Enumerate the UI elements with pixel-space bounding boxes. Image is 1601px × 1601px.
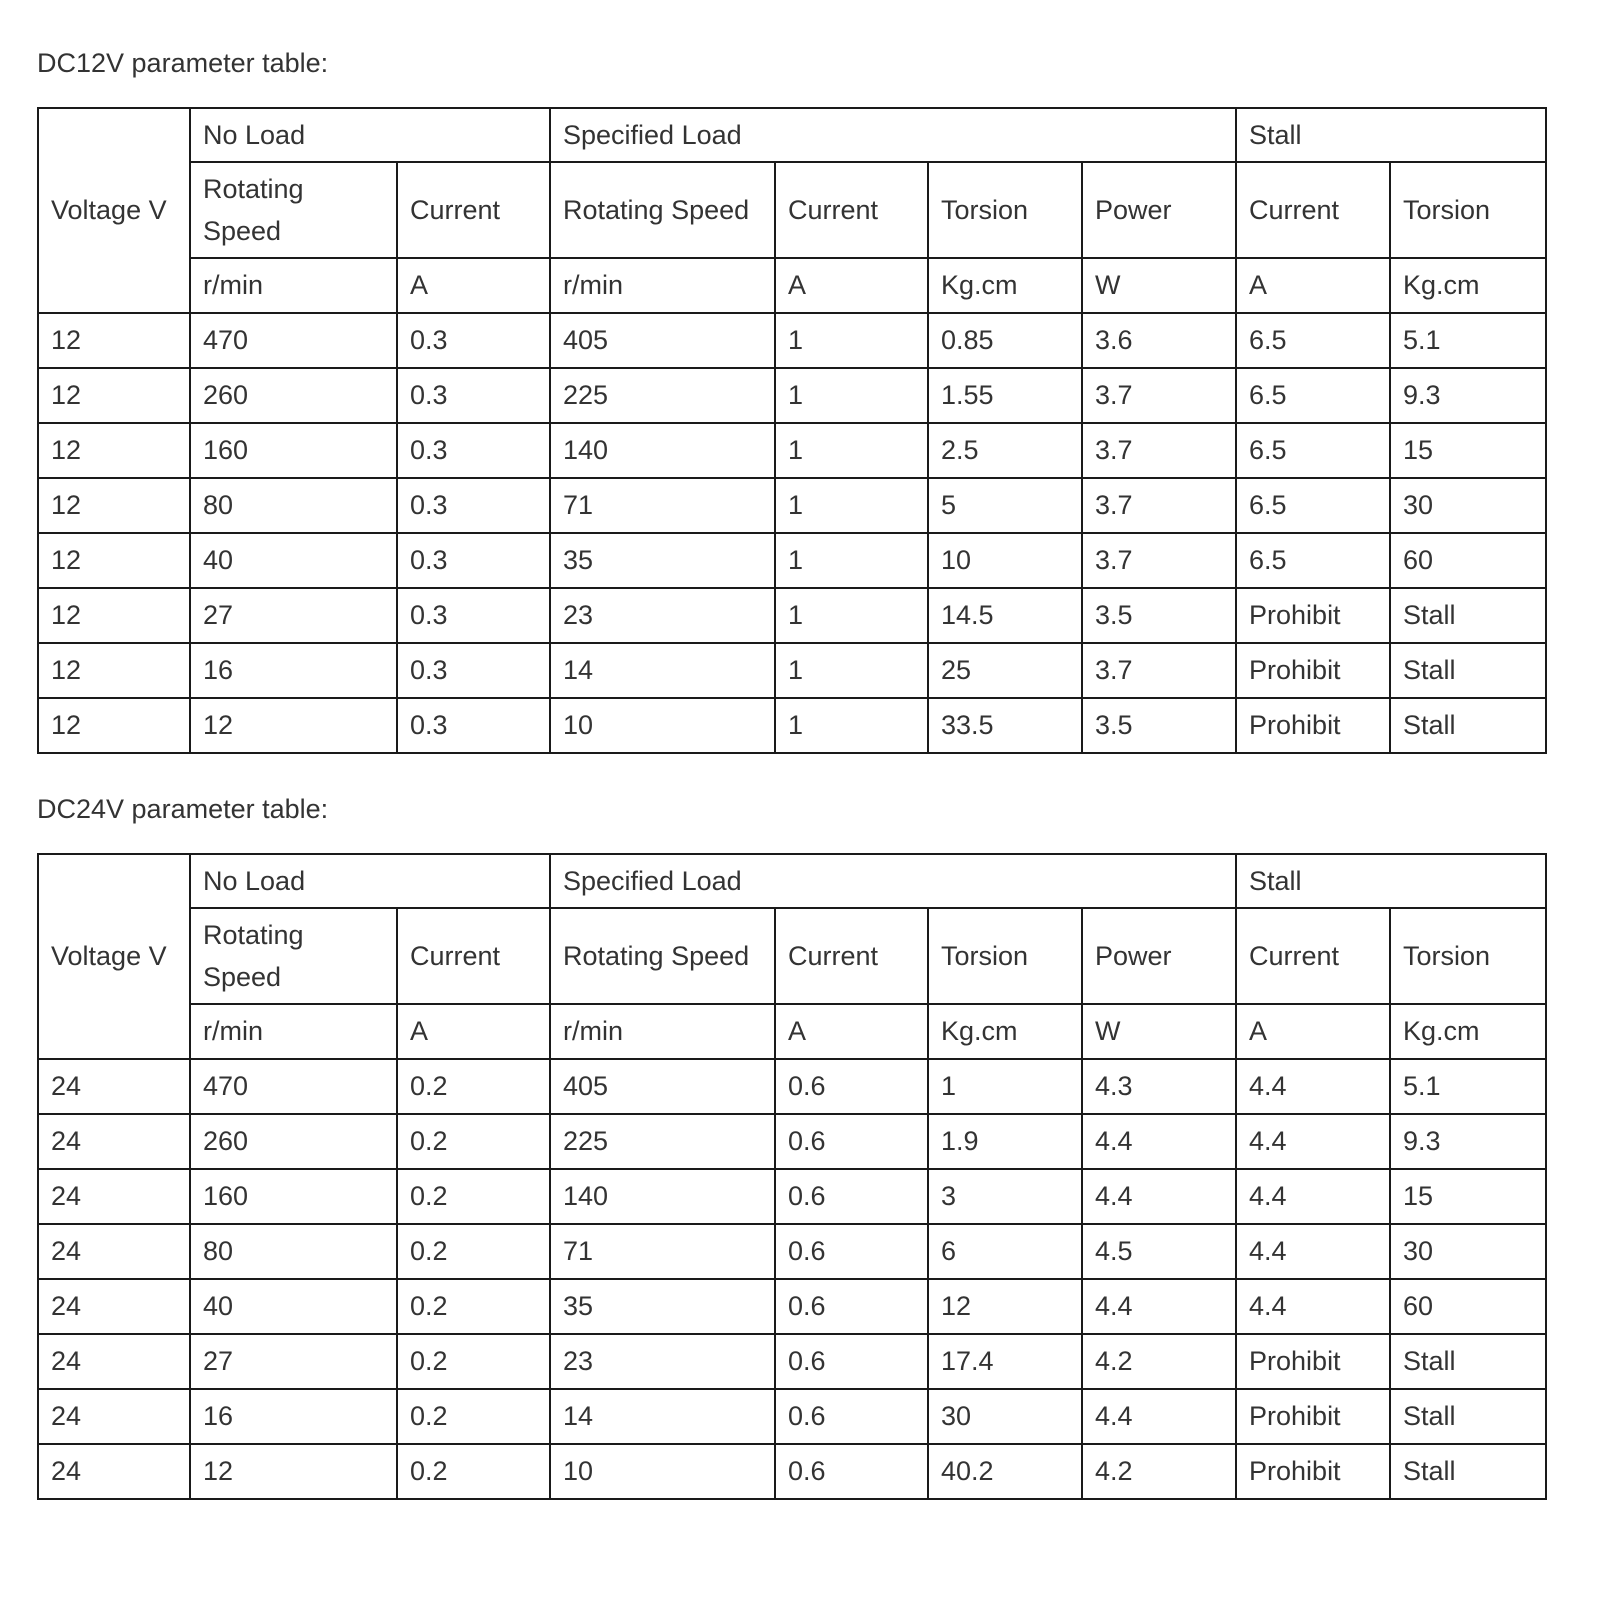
table-cell: 4.2: [1082, 1444, 1236, 1499]
unit-cell: r/min: [190, 258, 397, 313]
table-cell: 5.1: [1390, 1059, 1546, 1114]
table-cell: 0.6: [775, 1444, 928, 1499]
table-row: [38, 698, 1546, 753]
table-cell: 16: [190, 1389, 397, 1444]
specified-load-torsion-header: Torsion: [928, 162, 1082, 258]
table-cell: 1: [775, 643, 928, 698]
table-row: [38, 1224, 1546, 1279]
table-cell: Prohibit: [1236, 1334, 1390, 1389]
unit-cell: Kg.cm: [928, 258, 1082, 313]
table-cell: 33.5: [928, 698, 1082, 753]
column-header-row: [38, 162, 1546, 258]
unit-cell: r/min: [550, 258, 775, 313]
table-cell: 160: [190, 423, 397, 478]
table-row: [38, 1444, 1546, 1499]
table-cell: 14.5: [928, 588, 1082, 643]
table-cell: 12: [38, 698, 190, 753]
table-cell: 5.1: [1390, 313, 1546, 368]
table-cell: 1.55: [928, 368, 1082, 423]
unit-cell: A: [775, 1004, 928, 1059]
specified-load-current-header: Current: [775, 162, 928, 258]
table-cell: 12: [38, 313, 190, 368]
table-cell: 12: [190, 1444, 397, 1499]
unit-cell: A: [397, 1004, 550, 1059]
table-row: [38, 368, 1546, 423]
unit-cell: Kg.cm: [928, 1004, 1082, 1059]
table-cell: 0.3: [397, 313, 550, 368]
no-load-rotating-speed-header: Rotating Speed: [190, 162, 397, 258]
table-cell: 0.2: [397, 1114, 550, 1169]
table-cell: 30: [928, 1389, 1082, 1444]
table-cell: 3.7: [1082, 478, 1236, 533]
table-cell: 0.2: [397, 1389, 550, 1444]
table-cell: 3.7: [1082, 423, 1236, 478]
table-cell: 24: [38, 1114, 190, 1169]
table-cell: 80: [190, 478, 397, 533]
unit-cell: A: [1236, 1004, 1390, 1059]
table-cell: 24: [38, 1169, 190, 1224]
table-cell: 1: [775, 533, 928, 588]
stall-group-header: Stall: [1236, 854, 1546, 908]
table-cell: 0.6: [775, 1389, 928, 1444]
specified-load-torsion-header: Torsion: [928, 908, 1082, 1004]
table-cell: 0.6: [775, 1169, 928, 1224]
table-cell: 140: [550, 1169, 775, 1224]
table-cell: 14: [550, 1389, 775, 1444]
unit-cell: W: [1082, 1004, 1236, 1059]
table-cell: 6.5: [1236, 533, 1390, 588]
table-cell: 6.5: [1236, 423, 1390, 478]
table-cell: 23: [550, 1334, 775, 1389]
table-cell: 24: [38, 1224, 190, 1279]
table-cell: Stall: [1390, 1334, 1546, 1389]
table-cell: Prohibit: [1236, 1444, 1390, 1499]
table-cell: 0.2: [397, 1279, 550, 1334]
table-cell: 4.5: [1082, 1224, 1236, 1279]
table-cell: 470: [190, 313, 397, 368]
table-cell: 4.3: [1082, 1059, 1236, 1114]
table-cell: 15: [1390, 423, 1546, 478]
table-cell: 0.85: [928, 313, 1082, 368]
table-cell: 24: [38, 1389, 190, 1444]
table-cell: 0.6: [775, 1059, 928, 1114]
table-cell: 35: [550, 533, 775, 588]
table-cell: 405: [550, 313, 775, 368]
unit-cell: A: [397, 258, 550, 313]
table-cell: 40.2: [928, 1444, 1082, 1499]
table-cell: 0.3: [397, 588, 550, 643]
table-cell: 225: [550, 1114, 775, 1169]
table-cell: 12: [928, 1279, 1082, 1334]
unit-cell: Kg.cm: [1390, 258, 1546, 313]
table-cell: 35: [550, 1279, 775, 1334]
table-cell: 0.2: [397, 1169, 550, 1224]
table-cell: 470: [190, 1059, 397, 1114]
table-cell: 1: [775, 313, 928, 368]
table-cell: 260: [190, 1114, 397, 1169]
table-cell: 12: [38, 423, 190, 478]
no-load-group-header: No Load: [190, 108, 550, 162]
table-cell: 40: [190, 1279, 397, 1334]
table-cell: 4.4: [1082, 1169, 1236, 1224]
table-cell: 80: [190, 1224, 397, 1279]
table-cell: 23: [550, 588, 775, 643]
table-row: [38, 478, 1546, 533]
table-cell: 12: [190, 698, 397, 753]
specified-load-group-header: Specified Load: [550, 854, 1236, 908]
specified-load-power-header: Power: [1082, 162, 1236, 258]
table-cell: 71: [550, 1224, 775, 1279]
table-cell: 0.3: [397, 478, 550, 533]
table-cell: 5: [928, 478, 1082, 533]
dc12v-parameter-table: [37, 107, 1547, 754]
table-cell: 40: [190, 533, 397, 588]
voltage-header: Voltage V: [38, 108, 190, 313]
table-cell: 140: [550, 423, 775, 478]
table-cell: 1: [775, 698, 928, 753]
table-cell: 9.3: [1390, 1114, 1546, 1169]
table-cell: 0.3: [397, 698, 550, 753]
specified-load-current-header: Current: [775, 908, 928, 1004]
dc24v-table-caption: DC24V parameter table:: [37, 794, 329, 824]
table-cell: 0.3: [397, 643, 550, 698]
table-cell: 3: [928, 1169, 1082, 1224]
table-cell: 0.2: [397, 1334, 550, 1389]
stall-torsion-header: Torsion: [1390, 162, 1546, 258]
table-cell: 25: [928, 643, 1082, 698]
table-cell: 0.6: [775, 1334, 928, 1389]
table-cell: 0.2: [397, 1444, 550, 1499]
table-cell: 71: [550, 478, 775, 533]
table-cell: 24: [38, 1059, 190, 1114]
stall-torsion-header: Torsion: [1390, 908, 1546, 1004]
table-cell: 4.2: [1082, 1334, 1236, 1389]
column-header-row: [38, 908, 1546, 1004]
specified-load-rotating-speed-header: Rotating Speed: [550, 162, 775, 258]
table-cell: 0.2: [397, 1059, 550, 1114]
table-row: [38, 1334, 1546, 1389]
stall-group-header: Stall: [1236, 108, 1546, 162]
table-row: [38, 1114, 1546, 1169]
table-cell: 4.4: [1236, 1059, 1390, 1114]
table-cell: 10: [928, 533, 1082, 588]
table-cell: 0.3: [397, 423, 550, 478]
table-cell: 6: [928, 1224, 1082, 1279]
unit-cell: r/min: [550, 1004, 775, 1059]
table-row: [38, 423, 1546, 478]
unit-cell: Kg.cm: [1390, 1004, 1546, 1059]
table-cell: 60: [1390, 1279, 1546, 1334]
specified-load-power-header: Power: [1082, 908, 1236, 1004]
table-cell: 12: [38, 643, 190, 698]
table-cell: 24: [38, 1334, 190, 1389]
table-cell: 4.4: [1236, 1224, 1390, 1279]
table-cell: 14: [550, 643, 775, 698]
table-cell: 1: [775, 588, 928, 643]
table-cell: 24: [38, 1444, 190, 1499]
stall-current-header: Current: [1236, 908, 1390, 1004]
no-load-current-header: Current: [397, 162, 550, 258]
specified-load-group-header: Specified Load: [550, 108, 1236, 162]
table-row: [38, 588, 1546, 643]
no-load-current-header: Current: [397, 908, 550, 1004]
table-cell: 60: [1390, 533, 1546, 588]
table-cell: 6.5: [1236, 313, 1390, 368]
table-cell: Stall: [1390, 643, 1546, 698]
table-cell: 10: [550, 1444, 775, 1499]
table-cell: 405: [550, 1059, 775, 1114]
table-cell: 3.5: [1082, 698, 1236, 753]
table-cell: 4.4: [1082, 1114, 1236, 1169]
table-cell: 225: [550, 368, 775, 423]
table-cell: 27: [190, 588, 397, 643]
table-cell: 15: [1390, 1169, 1546, 1224]
table-cell: 4.4: [1236, 1114, 1390, 1169]
table-cell: 3.7: [1082, 368, 1236, 423]
no-load-rotating-speed-header: Rotating Speed: [190, 908, 397, 1004]
table-row: [38, 643, 1546, 698]
table-cell: Stall: [1390, 1389, 1546, 1444]
table-cell: 30: [1390, 1224, 1546, 1279]
no-load-group-header: No Load: [190, 854, 550, 908]
table-cell: 0.6: [775, 1224, 928, 1279]
table-cell: Stall: [1390, 588, 1546, 643]
group-header-row: [38, 854, 1546, 908]
table-cell: 12: [38, 533, 190, 588]
table-cell: 30: [1390, 478, 1546, 533]
table-cell: 160: [190, 1169, 397, 1224]
table-cell: 1: [775, 368, 928, 423]
specified-load-rotating-speed-header: Rotating Speed: [550, 908, 775, 1004]
table-cell: 1.9: [928, 1114, 1082, 1169]
dc24v-parameter-table: [37, 853, 1547, 1500]
voltage-header: Voltage V: [38, 854, 190, 1059]
table-row: [38, 313, 1546, 368]
table-cell: 3.7: [1082, 643, 1236, 698]
table-row: [38, 533, 1546, 588]
table-row: [38, 1059, 1546, 1114]
unit-row: [38, 258, 1546, 313]
unit-cell: A: [1236, 258, 1390, 313]
table-cell: 0.6: [775, 1114, 928, 1169]
table-cell: 260: [190, 368, 397, 423]
table-cell: 6.5: [1236, 368, 1390, 423]
table-cell: 9.3: [1390, 368, 1546, 423]
table-cell: 2.5: [928, 423, 1082, 478]
table-cell: 0.3: [397, 533, 550, 588]
table-cell: Stall: [1390, 1444, 1546, 1499]
table-cell: Stall: [1390, 698, 1546, 753]
table-cell: Prohibit: [1236, 643, 1390, 698]
unit-cell: A: [775, 258, 928, 313]
table-row: [38, 1169, 1546, 1224]
table-cell: 1: [775, 478, 928, 533]
table-cell: 0.6: [775, 1279, 928, 1334]
table-cell: 16: [190, 643, 397, 698]
unit-cell: W: [1082, 258, 1236, 313]
table-cell: 3.7: [1082, 533, 1236, 588]
table-cell: 1: [928, 1059, 1082, 1114]
table-cell: 4.4: [1236, 1169, 1390, 1224]
table-row: [38, 1279, 1546, 1334]
unit-cell: r/min: [190, 1004, 397, 1059]
table-cell: Prohibit: [1236, 588, 1390, 643]
table-cell: 12: [38, 588, 190, 643]
table-cell: 12: [38, 368, 190, 423]
table-cell: 1: [775, 423, 928, 478]
group-header-row: [38, 108, 1546, 162]
table-cell: 24: [38, 1279, 190, 1334]
table-cell: 6.5: [1236, 478, 1390, 533]
table-cell: 17.4: [928, 1334, 1082, 1389]
table-cell: 3.6: [1082, 313, 1236, 368]
table-cell: 4.4: [1236, 1279, 1390, 1334]
table-cell: 0.2: [397, 1224, 550, 1279]
table-row: [38, 1389, 1546, 1444]
table-cell: Prohibit: [1236, 698, 1390, 753]
unit-row: [38, 1004, 1546, 1059]
stall-current-header: Current: [1236, 162, 1390, 258]
table-cell: 4.4: [1082, 1389, 1236, 1444]
table-cell: 3.5: [1082, 588, 1236, 643]
table-cell: 10: [550, 698, 775, 753]
dc12v-table-caption: DC12V parameter table:: [37, 48, 329, 78]
table-cell: 27: [190, 1334, 397, 1389]
table-cell: 0.3: [397, 368, 550, 423]
table-cell: 4.4: [1082, 1279, 1236, 1334]
table-cell: Prohibit: [1236, 1389, 1390, 1444]
table-cell: 12: [38, 478, 190, 533]
